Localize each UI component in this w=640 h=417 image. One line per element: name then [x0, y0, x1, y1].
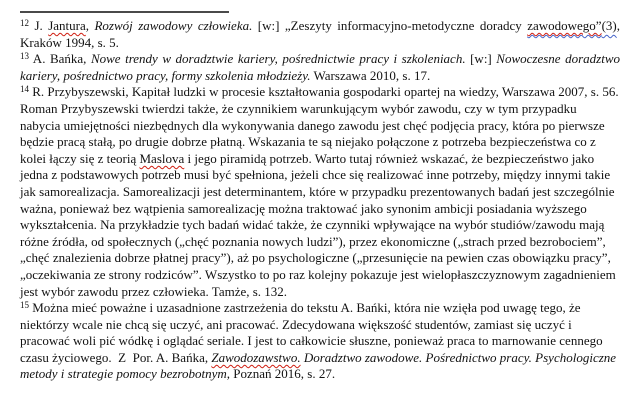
text-run: , Kraków 1994, s. 5. — [20, 18, 620, 50]
footnote-14 — [20, 84, 620, 300]
misspelled-word: Zawodozawstwo. — [211, 349, 301, 365]
italic-title-run: Nowe trendy w doradztwie kariery, pośrednictwie pracy i szkoleniach. — [90, 51, 466, 67]
footnotes-section — [20, 18, 620, 383]
footnote-13 — [20, 51, 620, 84]
footnote-12 — [20, 18, 620, 51]
footnote-separator-rule — [20, 11, 229, 13]
text-run: [w:] „Zeszyty informacyjno-metodyczne doradcy — [252, 18, 528, 33]
text-run: R. Przybyszewski, Kapitał ludzki w procesie kształtowania gospodarki opartej na wiedzy, Warszawa 2007, s. 56. Roman Przybyszewski twierdzi także, że czynnikiem warunkującym wybór zawodu, czy w tym przypadku nabycia umiejętności niezbędnych dla wykonywania danego zawodu jest chęć podjęcia pracy, która po pierwsze będzie pracą stałą, po drugie dobrze płatną. Wskazania te są niejako połączone z potrzeba bezpieczeństwa co z kolei łączy się z teorią — [20, 84, 619, 166]
italic-title-run: Rozwój zawodowy człowieka. — [94, 18, 253, 33]
footnote-15 — [20, 300, 620, 383]
text-run: Można mieć poważne i uzasadnione zastrzeżenia do tekstu A. Bańki, która nie wzięła pod uwagę tego, że niektórzy wcale nie chcą się uczyć, ani pracować. Zdecydowana większość studentów, zamiast się uczyć i pracować woli pić wódkę i oglądać seriale. I jest to całkowicie słuszne, ponieważ praca to marnowanie cennego czasu życiowego. Z Por. A. Bańka, — [20, 300, 603, 365]
italic-title-run: Nowoczesne doradztwo kariery, pośrednictwo pracy, formy szkolenia młodzieży. — [20, 51, 620, 83]
footnote-number: 14 — [20, 83, 29, 94]
misspelled-word: zawodowego” — [527, 18, 602, 33]
text-run: Poznań 2016, s. 27. — [230, 366, 336, 382]
grammar-flagged-text — [527, 18, 601, 33]
text-run: Warszawa 2010, s. 17. — [310, 67, 431, 83]
footnote-number: 12 — [20, 17, 29, 28]
footnote-number: 15 — [20, 299, 29, 310]
grammar-flagged-text: (3) — [601, 18, 617, 33]
footnote-number: 13 — [20, 50, 29, 61]
misspelled-word: Maslova — [139, 150, 185, 166]
text-run: J. — [29, 18, 49, 33]
misspelled-word: Jantura — [48, 18, 86, 33]
italic-title-run: Doradztwo zawodowe. Pośrednictwo pracy. Psychologiczne metody i strategie pomocy bezrobotnym, — [20, 349, 617, 382]
text-run: i jego piramidą potrzeb. Warto tutaj również wskazać, że bezpieczeństwo jako jedna z podstawowych potrzeb musi być spełniona, jeżeli chce się realizować inne potrzeby, między innymi takie jak samorealizacja. Samorealizacji jest determinantem, które w przypadku prezentowanych badań jest szczególnie ważna, ponieważ bez wątpienia samorealizację można traktować jako synonim ambicji posiadania wyższego wykształcenia. Na przykładzie tych badań widać także, że czynniki wpływające na wybór studiów/zawodu mają różne źródła, od społecznych („chęć poznania nowych ludzi”), przez ekonomiczne („strach przed bezrobociem”, „chęć znalezienia dobrze płatnej pracy”), aż po psychologiczne („przesunięcie na pewien czas obowiązku pracy”, „oczekiwania ze strony rodziców”. Wszystko to po raz kolejny pokazuje jest wielopłaszczyznowym zagadnieniem jest wybór zawodu przez człowieka. Tamże, s. 132. — [20, 150, 616, 299]
text-run: , — [85, 18, 95, 33]
text-run: A. Bańka, — [29, 51, 91, 67]
text-run: [w:] — [465, 51, 497, 67]
